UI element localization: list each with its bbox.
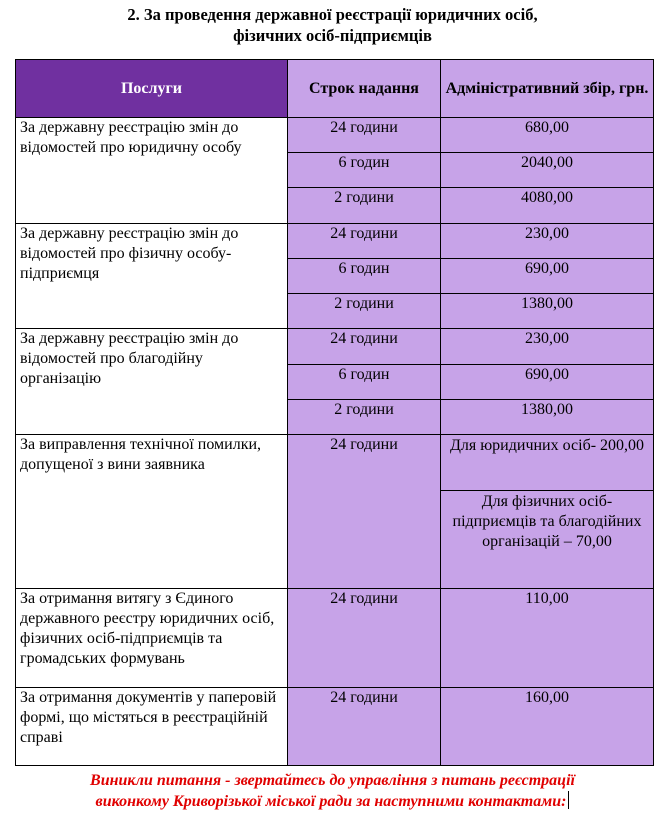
section-heading [0, 4, 665, 46]
table-row [16, 589, 654, 688]
section-heading-line-2: фізичних осіб-підприємців [233, 26, 432, 45]
fee-cell: Для фізичних осіб-підприємців та благодійних організацій – 70,00 [441, 491, 654, 589]
fees-table [15, 59, 654, 766]
table-row [16, 435, 654, 491]
fee-cell: 690,00 [441, 259, 654, 294]
service-cell: За державну реєстрацію змін до відомостей про благодійну організацію [16, 329, 288, 435]
contact-notice-line-2-text: виконкому Криворізької міської ради за наступними контактами: [95, 793, 567, 810]
fee-cell: 1380,00 [441, 400, 654, 435]
term-cell: 2 години [288, 188, 441, 224]
fee-cell: 230,00 [441, 224, 654, 259]
fee-cell: 110,00 [441, 589, 654, 688]
fee-cell: 690,00 [441, 365, 654, 400]
table-row [16, 329, 654, 365]
service-cell: За державну реєстрацію змін до відомостей про юридичну особу [16, 118, 288, 224]
term-cell: 24 години [288, 118, 441, 153]
service-cell: За виправлення технічної помилки, допущеної з вини заявника [16, 435, 288, 589]
term-cell: 6 годин [288, 365, 441, 400]
text-cursor [568, 791, 569, 809]
term-cell: 24 години [288, 435, 441, 589]
term-cell: 24 години [288, 688, 441, 766]
fee-cell: 2040,00 [441, 153, 654, 188]
term-cell: 2 години [288, 294, 441, 329]
contact-notice-line-1: Виникли питання - звертайтесь до управління з питань реєстрації [90, 772, 575, 789]
fee-cell: 160,00 [441, 688, 654, 766]
service-cell: За отримання документів у паперовій формі, що містяться в реєстраційній справі [16, 688, 288, 766]
term-cell: 6 годин [288, 153, 441, 188]
term-cell: 24 години [288, 224, 441, 259]
service-cell: За отримання витягу з Єдиного державного реєстру юридичних осіб, фізичних осіб-підприємців та громадських формувань [16, 589, 288, 688]
table-row [16, 118, 654, 153]
header-fee: Адміністративний збір, грн. [441, 60, 654, 118]
term-cell: 24 години [288, 589, 441, 688]
header-services: Послуги [16, 60, 288, 118]
fee-cell: Для юридичних осіб- 200,00 [441, 435, 654, 491]
term-cell: 24 години [288, 329, 441, 365]
table-row [16, 688, 654, 766]
contact-notice-line-2 [0, 791, 665, 812]
contact-notice [0, 770, 665, 812]
fee-cell: 1380,00 [441, 294, 654, 329]
service-cell: За державну реєстрацію змін до відомостей про фізичну особу-підприємця [16, 224, 288, 329]
term-cell: 2 години [288, 400, 441, 435]
fee-cell: 230,00 [441, 329, 654, 365]
table-header-row [16, 60, 654, 118]
fee-cell: 4080,00 [441, 188, 654, 224]
fee-cell: 680,00 [441, 118, 654, 153]
section-heading-line-1: 2. За проведення державної реєстрації юридичних осіб, [127, 5, 538, 24]
term-cell: 6 годин [288, 259, 441, 294]
table-row [16, 224, 654, 259]
header-term: Строк надання [288, 60, 441, 118]
